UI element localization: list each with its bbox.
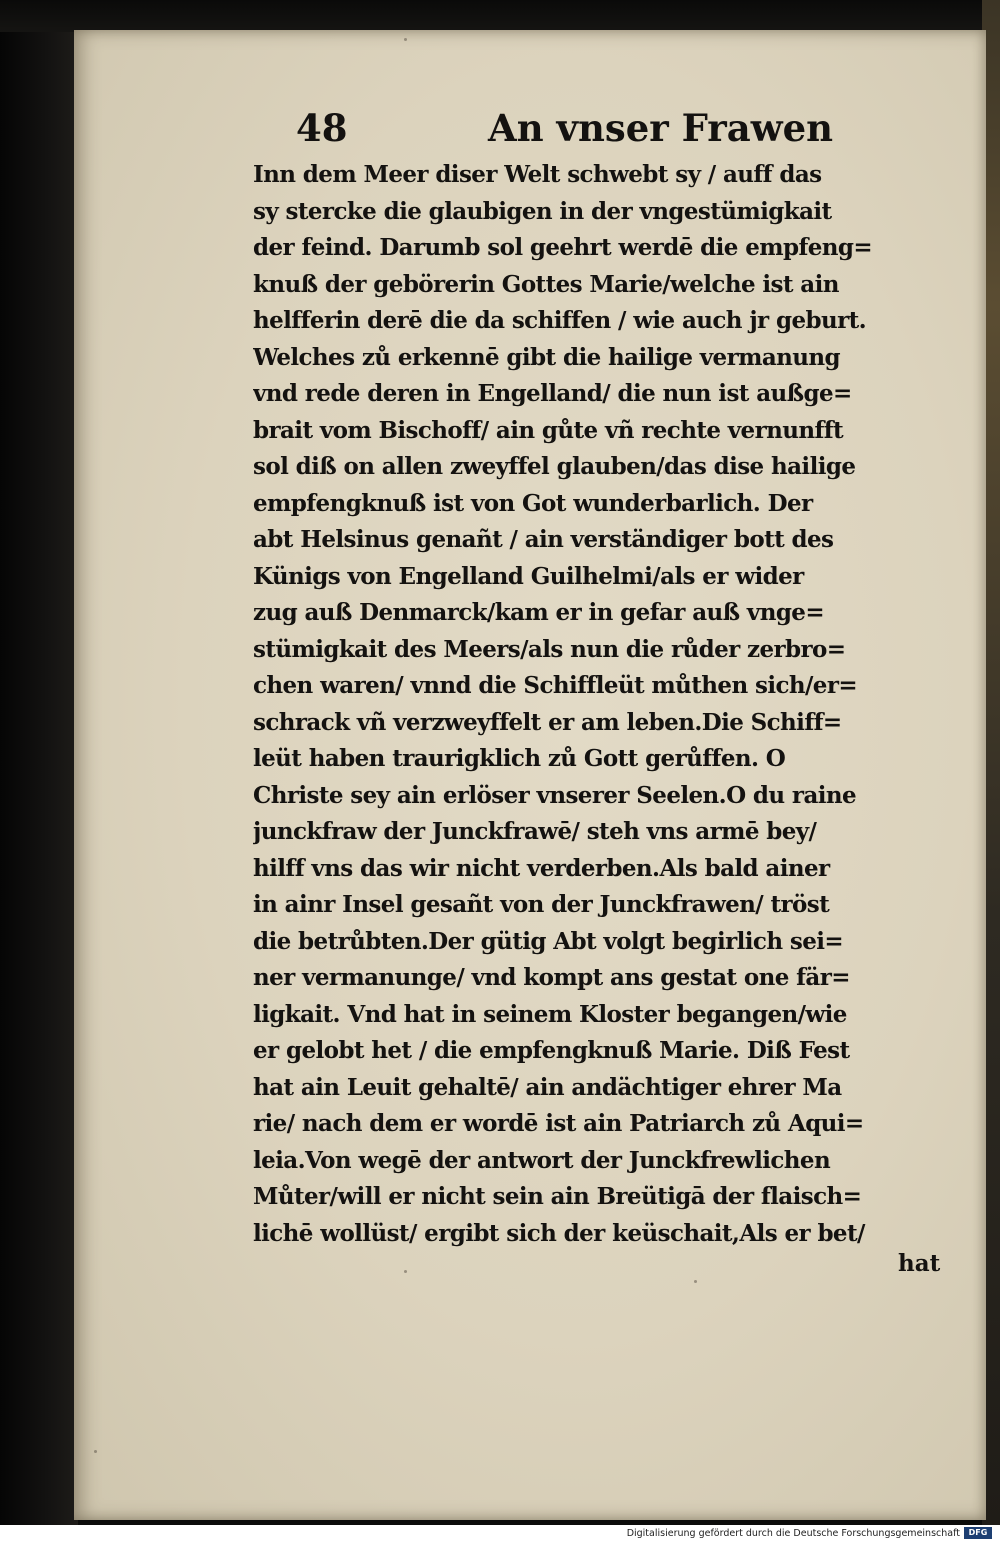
text-line: knuß der gebörerin Gottes Marie/welche ist ain [253,270,839,298]
book-top-edge [0,0,1000,32]
text-line: der feind. Darumb sol geehrt werdē die empfeng= [253,234,873,261]
text-line: abt Helsinus genañt / ain verständiger bott des [253,526,834,553]
text-line: empfengknuß ist von Got wunderbarlich. Der [253,489,813,517]
running-head: An vnser Frawen [488,106,834,150]
text-line: in ainr Insel gesañt von der Junckfrawen/ tröst [253,891,830,918]
text-line: zug auß Denmarck/kam er in gefar auß vnge= [253,599,825,626]
text-line: Künigs von Engelland Guilhelmi/als er wider [253,562,804,590]
text-line: Welches zů erkennē gibt die hailige vermanung [253,343,840,371]
text-line: ligkait. Vnd hat in seinem Kloster begangen/wie [253,1000,847,1028]
paper-speck [94,1450,97,1453]
paper-speck [404,1270,407,1273]
text-line: sy stercke die glaubigen in der vngestümigkait [253,197,832,225]
text-line: hilff vns das wir nicht verderben.Als bald ainer [253,854,830,882]
text-line: leüt haben traurigklich zů Gott gerůffen. O [253,745,786,772]
text-line: chen waren/ vnnd die Schiffleüt můthen sich/er= [253,672,858,699]
text-line: ner vermanunge/ vnd kompt ans gestat one fär= [253,964,850,991]
text-line: sol diß on allen zweyffel glauben/das dise hailige [253,453,856,480]
text-line: lichē wollüst/ ergibt sich der keüschait,Als er bet/ [253,1219,865,1247]
body-text [253,157,953,1252]
text-line: vnd rede deren in Engelland/ die nun ist außge= [253,380,852,407]
text-line: die betrůbten.Der gütig Abt volgt begirlich sei= [253,927,844,955]
text-line: rie/ nach dem er wordē ist ain Patriarch zů Aqui= [253,1110,864,1137]
text-line: leia.Von wegē der antwort der Junckfrewlichen [253,1146,831,1174]
text-line: Inn dem Meer diser Welt schwebt sy / auff das [253,161,822,188]
text-line: er gelobt het / die empfengknuß Marie. Diß Fest [253,1037,850,1064]
dfg-logo: DFG [964,1527,992,1539]
catchword: hat [898,1250,941,1277]
digitization-credit: Digitalisierung gefördert durch die Deutsche Forschungsgemeinschaft [626,1528,960,1539]
text-line: schrack vñ verzweyffelt er am leben.Die Schiff= [253,708,842,736]
paper-speck [694,1280,697,1283]
book-spine-shadow [0,0,78,1542]
text-line: helfferin derē die da schiffen / wie auch jr geburt. [253,307,867,334]
page-number: 48 [296,106,348,150]
text-line: hat ain Leuit gehaltē/ ain andächtiger ehrer Ma [253,1073,842,1101]
text-line: Christe sey ain erlöser vnserer Seelen.O du raine [253,781,857,809]
text-line: Můter/will er nicht sein ain Breütigā der flaisch= [253,1183,862,1210]
paper-speck [404,38,407,41]
text-line: stümigkait des Meers/als nun die růder zerbro= [253,635,846,663]
text-line: brait vom Bischoff/ ain gůte vñ rechte vernunfft [253,416,844,444]
page-header [296,106,834,158]
text-line: junckfraw der Junckfrawē/ steh vns armē bey/ [253,818,817,845]
